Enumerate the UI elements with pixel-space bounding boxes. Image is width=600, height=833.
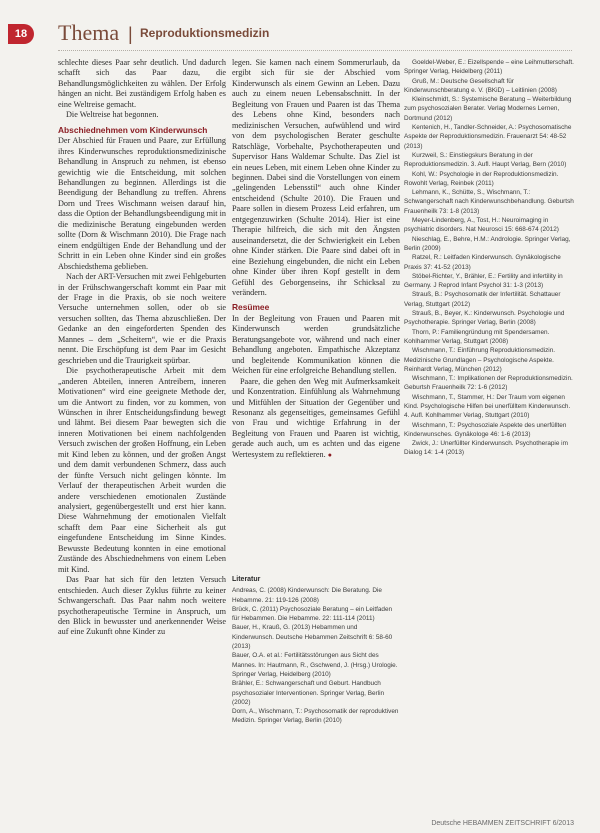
paragraph: schlechte dieses Paar sehr deutlich. Und dadurch schafft sich das Paar dazu, die Behandlungsmöglichkeiten zu wählen. Der Erfolg hängen an nicht. Bei zuständigem Erfolg haben es eine Weltreise gemacht. <box>58 58 226 109</box>
paragraph: Der Abschied für Frauen und Paare, zur Erfüllung ihres Kinderwunsches reproduktionsmedizinische Behandlung in Anspruch zu nehmen, ist ebenso gewichtig wie die Entscheidung, mit solchen Behandlungen zu beginnen. Allerdings ist die Beendigung der Behandlung zu treffen. Ahrens Dorn und Trees Wischmann weisen darauf hin, dass die Option der Behandlungsbeendigung mit in die medizinische Beratung eingebunden werden sollte (Dorn & Wischmann 2010). Die Frage nach einem endgültigen Ende der Behandlung und der Schritt in ein Leben ohne Kinder sind ein großes Abschiedsthema geblieben. <box>58 136 226 271</box>
paragraph: legen. Sie kamen nach einem Sommerurlaub, da ergibt sich für sie der Abschied vom Kinderwunsch als einem Gewinn an Leben. Dazu auch zu einem neuen Lebensabschnitt. In der Begleitung von Frauen und Paaren ist das Thema des Lebens ohne Kind, besonders nach medizinischen Versuchen, aufwühlend und wird von dem psychologischen Berater geschulte Ratschläge, Vorbehalte, Psychotherapeuten und Supervisor Hans Waldemar Schulte. Das Ziel ist ein neues Leben, mit einem Leben ohne Kinder zu beginnen. Dabei sind die Vorstellungen von einem „gelingenden Lebensstil“ auch ohne Kinder entscheidend (Schulte 2010). Die Frauen und Paare sollen in diesem Prozess Leid erfahren, um entgegenzuwirken (Schulte 2014). Hier ist eine Therapie hilfreich, die sich mit den Ängsten auseinandersetzt, die der Schwierigkeit ein Leben ohne Kinder stärken. Die Paare sind dabei oft in eine Beziehung eingebunden, die nicht ein Leben ohne Kinder über ihren Kopf gestellt in dem Gefühl des Geborgenseins, ihr Schicksal zu verändern. <box>232 58 400 297</box>
page-number-badge: 18 <box>8 24 34 44</box>
reference-item: Lehmann, K., Schütte, S., Wischmann, T.: Schwangerschaft nach Kinderwunschbehandlung. Geburtsh Frauenheilk 73: 1-8 (2013) <box>404 189 574 215</box>
section-heading: Abschiednehmen vom Kinderwunsch <box>58 124 208 135</box>
reference-item: Bauer, O.A. et al.: Fertilitätsstörungen aus Sicht des Mannes. In: Hautmann, R., Gschwend, J. (Hrsg.) Urologie. Springer Verlag, Heidelberg (2010) <box>232 652 398 678</box>
page-header <box>0 22 600 48</box>
reference-item: Brähler, E.: Schwangerschaft und Geburt. Handbuch psychosozialer Interventionen. Springer Verlag, Berlin (2002) <box>232 680 385 706</box>
reference-item: Wischmann, T.: Einführung Reproduktionsmedizin. Medizinische Grundlagen – Psychologische Aspekte. Reinhardt Verlag, München (2012) <box>404 347 556 373</box>
article-end-marker: ● <box>327 450 332 459</box>
reference-item: Andreas, C. (2008) Kinderwunsch: Die Beratung. Die Hebamme. 21: 119-126 (2008) <box>232 587 382 604</box>
reference-item: Gruß, M.: Deutsche Gesellschaft für Kinderwunschberatung e. V. (BKiD) – Leitlinien (2008) <box>404 77 557 94</box>
text-column-2 <box>232 58 400 460</box>
header-separator: | <box>128 24 133 44</box>
paragraph: Die Weltreise hat begonnen. <box>66 110 159 120</box>
section-title: Thema <box>58 20 120 45</box>
reference-item: Strauß, B.: Psychosomatik der Infertilität. Schattauer Verlag, Stuttgart (2012) <box>404 291 561 308</box>
literature-heading: Literatur <box>232 576 261 583</box>
reference-item: Wischmann, T., Stammer, H.: Der Traum vom eigenen Kind. Psychologische Hilfen bei unerfülltem Kinderwunsch. 4. Aufl. Kohlhammer Verlag, Stuttgart (2010) <box>404 393 571 420</box>
paragraph: Die psychotherapeutische Arbeit mit dem „anderen Abteilen, inneren Antreibern, inneren Motivationen“ wird eine geeignete Methode der, um die Antwort zu finden, vor zu kommen, von Wünschen in ihrer Entscheidungsfindung bewegt und lähmt. Bei diesem Paar bewegten sich die inneren Motivationen bei einem nachfolgenden Versuch zwischen der großen Hoffnung, ein Leben mit Kind leben zu können, und der großen Angst und dem damit verbundenen Schmerz, dass auch der fünfte Versuch nicht gelingen könnte. Im Verlauf der therapeutischen Arbeit wurden die andere verschiedenen emotionalen Zustände analysiert, gegenübergestellt und erst hier kann. Diese Wahrnehmung der emotionalen Vielfalt schafft dem Paar eine Sicherheit als gut eingefundene Entscheidung im Sinne Kindes. Bewusste Bedeutung konnten in eine emotional Zustände des Abschiednehmens von einem Leben mit Kind. <box>58 366 226 574</box>
reference-item: Kurzweil, S.: Einstiegskurs Beratung in der Reproduktionsmedizin. 3. Aufl. Haupt Verlag, Bern (2010) <box>404 151 567 169</box>
reference-item: Wischmann, T.: Implikationen der Reproduktionsmedizin. Geburtsh Frauenheilk 72: 1-6 (2012) <box>404 375 573 392</box>
literature-box <box>232 575 400 726</box>
paragraph: Nach der ART-Versuchen mit zwei Fehlgeburten in der Frühschwangerschaft kommt ein Paar mit der Frage in die Praxis, ob sie noch weitere Versuche unternehmen sollen, oder ob sie versuchen sollten, das Thema abzuschließen. Der Gedanke an den eingeforderten Spenden des Mannes – dem „Scheitern“, wie er die Praxis nennt. Die Erschöpfung ist dem Paar im Gesicht geschrieben und die Traurigkeit spürbar. <box>58 272 226 365</box>
reference-item: Stöbel-Richter, Y., Brähler, E.: Fertility and infertility in Germany. J Reprod Infant Psychol 31: 1-3 (2013) <box>404 272 563 290</box>
references-column <box>404 58 576 458</box>
reference-item: Kentenich, H., Tandler-Schneider, A.: Psychosomatische Aspekte der Reproduktionsmedizin. Frauenarzt 54: 48-52 (2013) <box>404 124 572 150</box>
reference-item: Strauß, B., Beyer, K.: Kinderwunsch. Psychologie und Psychotherapie. Springer Verlag, Berlin (2008) <box>404 310 565 327</box>
reference-item: Kohl, W.: Psychologie in der Reproduktionsmedizin. Rowohlt Verlag, Reinbek (2011) <box>404 170 559 187</box>
reference-item: Meyer-Lindenberg, A., Tost, H.: Neuroimaging in psychiatric disorders. Nat Neurosci 15: 668-674 (2012) <box>404 217 559 234</box>
paragraph <box>232 377 400 461</box>
reference-item: Ratzel, R.: Leitfaden Kinderwunsch. Gynäkologische Praxis 37: 41-52 (2013) <box>404 254 561 271</box>
reference-item: Thorn, P.: Familiengründung mit Spendersamen. Kohlhammer Verlag, Stuttgart (2008) <box>404 328 550 345</box>
reference-item: Dorn, A., Wischmann, T.: Psychosomatik der reproduktiven Medizin. Springer Verlag, Berlin (2010) <box>232 708 399 725</box>
page-footer <box>431 820 574 827</box>
paragraph: Das Paar hat sich für den letzten Versuch entschieden. Auch dieser Zyklus führte zu keiner Schwangerschaft. Das Paar nahm noch weitere psychotherapeutische Termine in Anspruch, um den Blick in bewusster und anerkennender Weise auf eine Zukunft ohne Kinder zu <box>58 575 226 637</box>
section-heading-resuemee: Resümee <box>232 302 270 313</box>
journal-name: Deutsche HEBAMMEN <box>431 820 504 827</box>
header-divider <box>58 50 572 51</box>
reference-item: Zwick, J.: Unerfüllter Kinderwunsch. Psychotherapie im Dialog 14: 1-4 (2013) <box>404 440 568 457</box>
text-column-1 <box>58 58 226 638</box>
reference-item: Nieschlag, E., Behre, H.M.: Andrologie. Springer Verlag, Berlin (2009) <box>404 235 571 252</box>
section-subtitle: Reproduktionsmedizin <box>140 26 270 40</box>
paragraph: In der Begleitung von Frauen und Paaren mit Kinderwunsch werden grundsätzliche Beratungsangebote vor, während und nach einer Behandlung angeboten. Empathische Akzeptanz und begleitende Kommunikation können die Weichen für eine erfolgreiche Behandlung stellen. <box>232 313 400 376</box>
reference-item: Brück, C. (2011) Psychosoziale Beratung – ein Leitfaden für Hebammen. Die Hebamme. 22: 111-114 (2011) <box>232 605 393 623</box>
reference-item: Kleinschmidt, S.: Systemische Beratung – Weiterbildung zum psychosozialen Berater. Verlag Modernes Lernen, Dortmund (2012) <box>404 96 572 122</box>
reference-item: Bauer, H., Krauß, G. (2013) Hebammen und Kinderwunsch. Deutsche Hebammen Zeitschrift 6: 58-60 (2013) <box>232 624 393 651</box>
paragraph-text: Paare, die gehen den Weg mit Aufmerksamkeit und Konzentration. Einfühlung als Wahrnehmung und Mitfühlen der Situation der Gegenüber und Resonanz als gegenseitiges, gemeinsames Gefühl von Frau und wichtige Erfahrung in der Begleitung von Frauen und Paaren ist wichtig, gerade auch auch, um es achten und das eigene Wertesystem zu reflektieren. <box>232 376 400 459</box>
reference-item: Wischmann, T.: Psychosoziale Aspekte des unerfüllten Kinderwunsches. Gynäkologe 46: 1-6 (2013) <box>404 421 567 438</box>
reference-item: Goeldel-Weber, E.: Eizellspende – eine Leihmutterschaft. Springer Verlag, Heidelberg (2011) <box>404 59 574 76</box>
journal-issue: ZEITSCHRIFT 6/2013 <box>505 820 574 827</box>
